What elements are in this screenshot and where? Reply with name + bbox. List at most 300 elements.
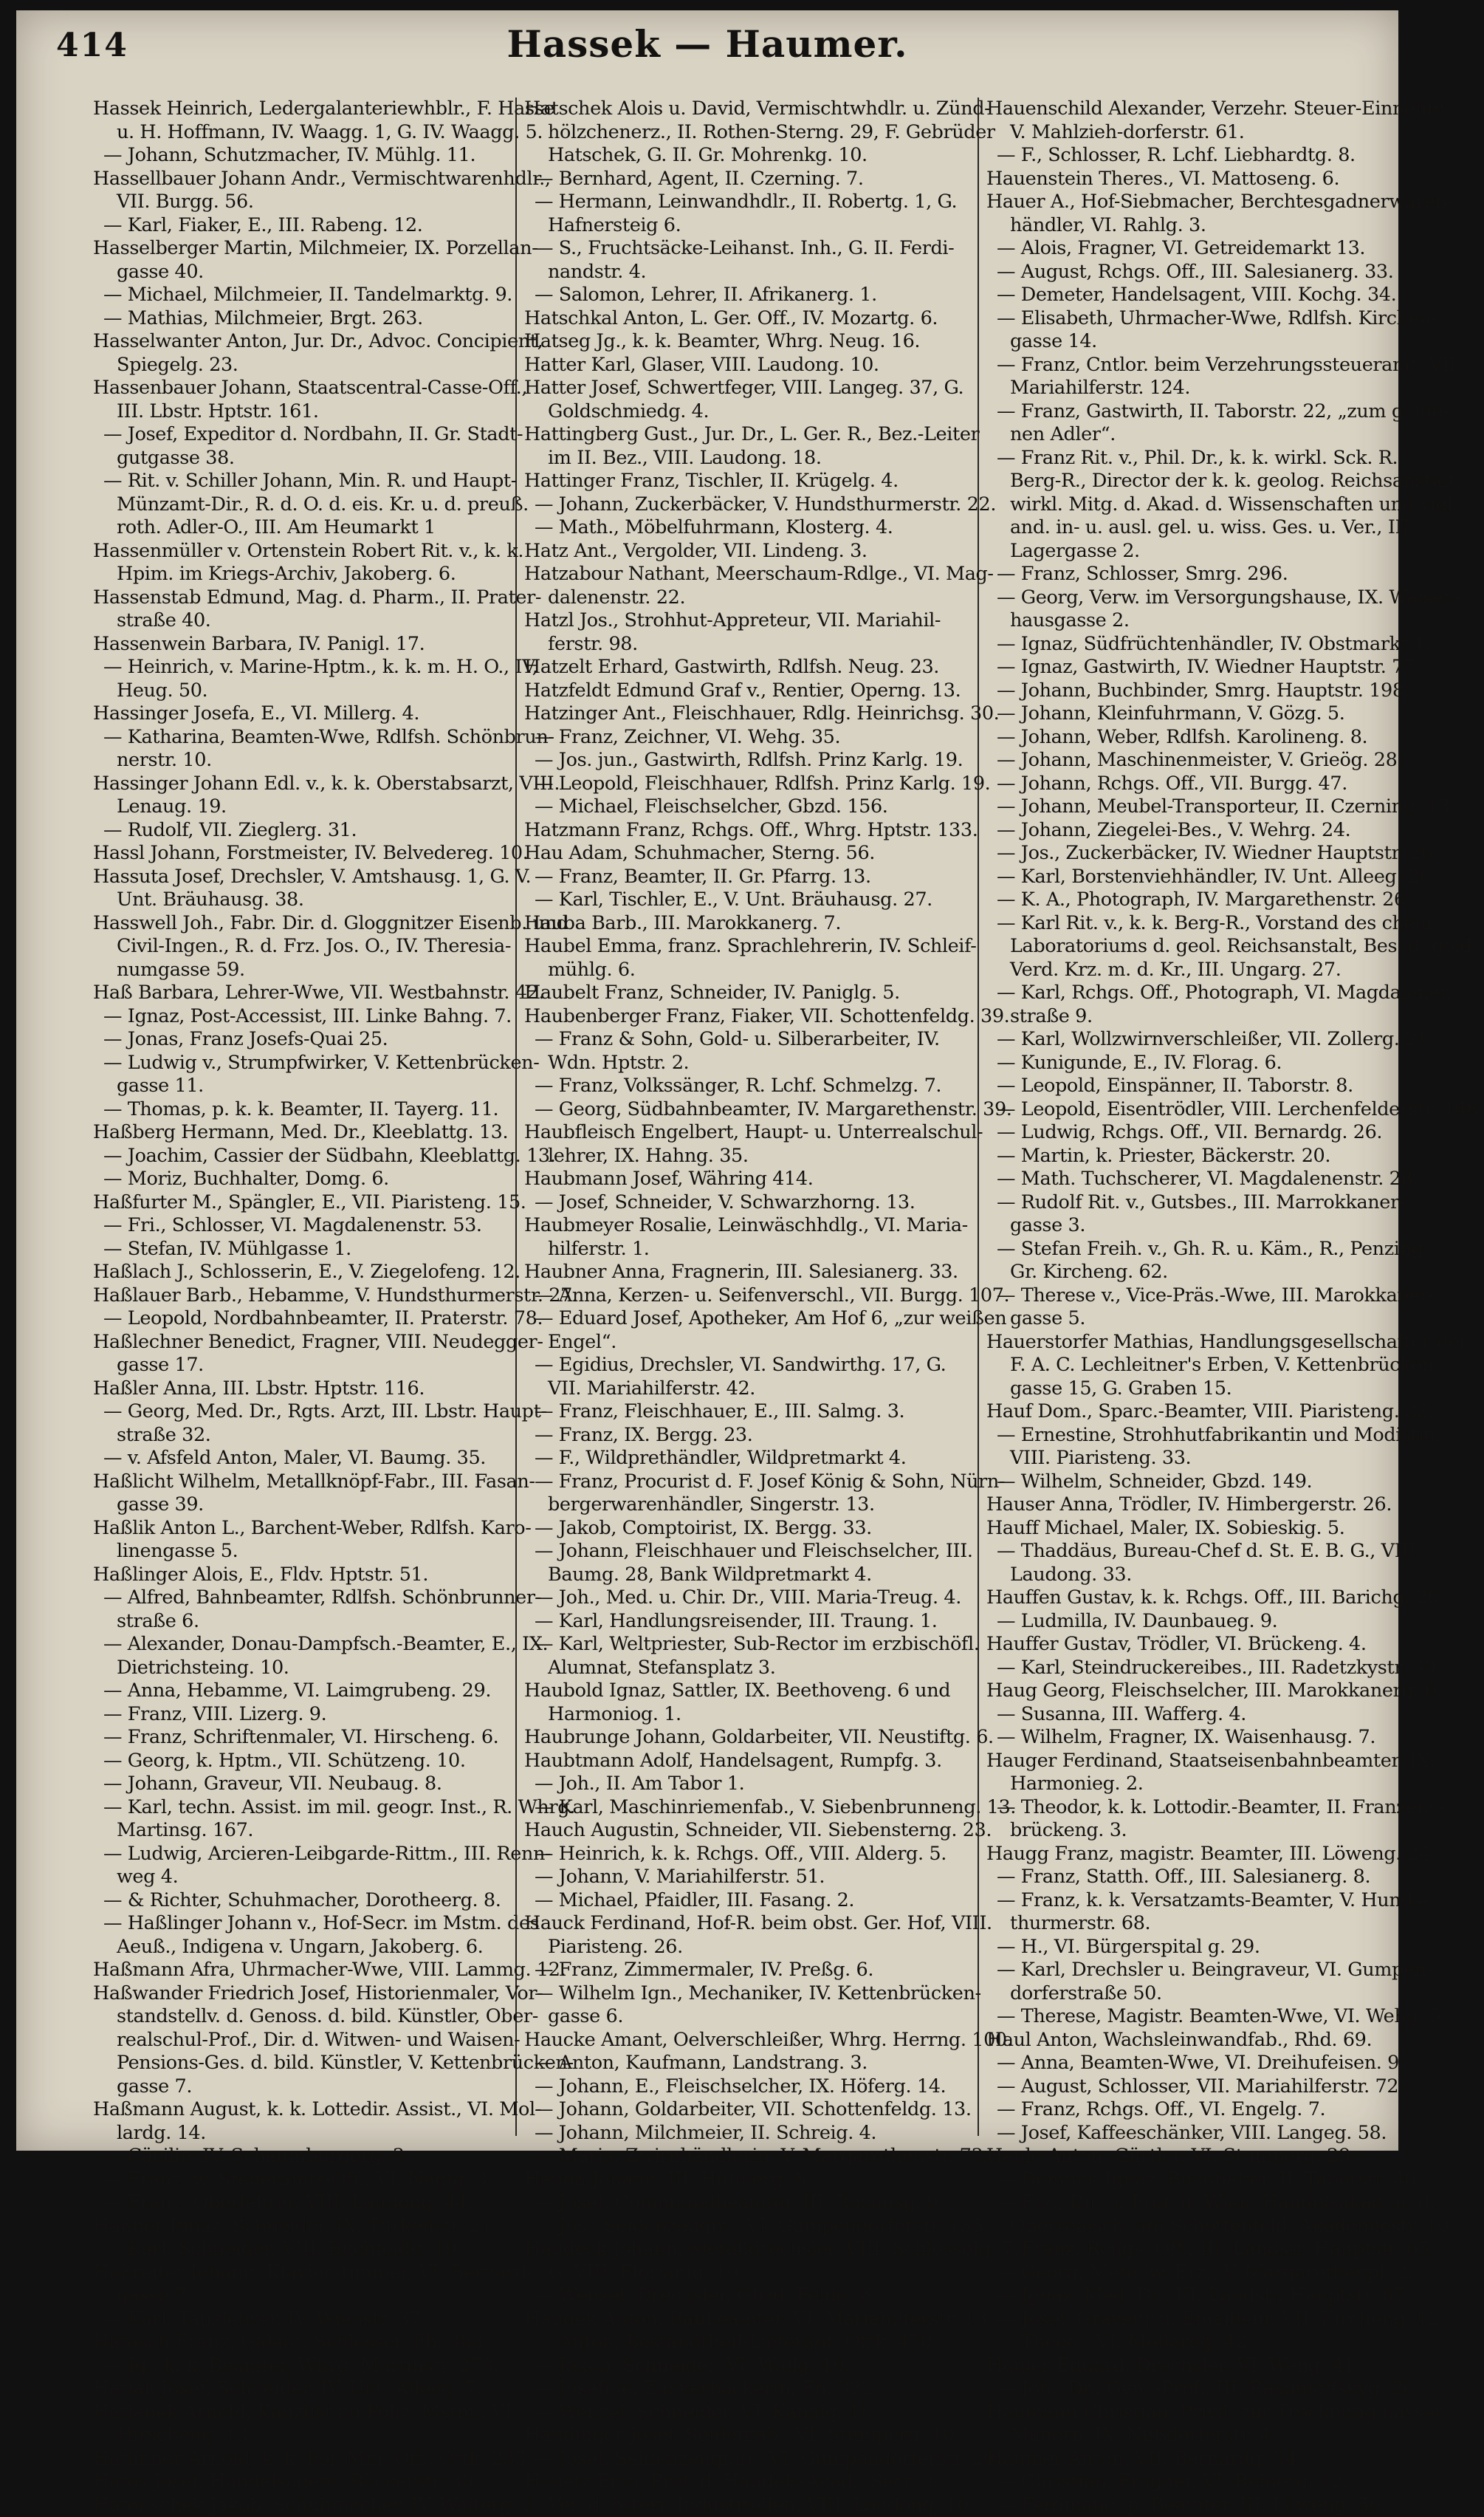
directory-subentry: — Karl, Tanzlehrer, IV. Wienstr. 37. bbox=[93, 2308, 506, 2332]
directory-subentry: — Ernestine, Strohhutfabrikantin und Modistin, bbox=[986, 1424, 1400, 1448]
directory-subentry: — Joh., II. Am Tabor 1. bbox=[524, 1773, 969, 1796]
directory-subentry: — Alfred, Bahnbeamter, Rdlfsh. Schönbrunner- bbox=[93, 1586, 506, 1610]
directory-entry: Hatos Josef, Handelsagent, Bäckerstr. 30. bbox=[93, 2470, 506, 2494]
directory-subentry: — Josef, Schneider, V. Schwarzhorng. 13. bbox=[524, 1191, 969, 1215]
column-middle bbox=[524, 97, 969, 2136]
directory-entry: Hauf Dom., Sparc.-Beamter, VIII. Piaristeng. 33. bbox=[986, 1400, 1400, 1424]
directory-subentry: — Franz, VIII. Lizerg. 9. bbox=[93, 1703, 506, 1727]
directory-entry-continuation: F. A. C. Lechleitner's Erben, V. Kettenbrücken- bbox=[986, 1354, 1400, 1377]
directory-entry-continuation: Harmonieg. 2. bbox=[986, 1773, 1400, 1796]
directory-subentry: — Joh., Med. u. Chir. Dr., VIII. Maria-Treug. 4. bbox=[524, 1586, 969, 1610]
directory-subentry: — Franz, Fleischhauer, E., III. Salmg. 3. bbox=[524, 1400, 969, 1424]
directory-subentry: — Josefine, Zuckerbäckerin, Fh. 322. bbox=[524, 2377, 969, 2401]
directory-entry-continuation: Civil-Ingen., R. d. Frz. Jos. O., IV. Theresia- bbox=[93, 935, 506, 959]
directory-entry-continuation: gasse 14. bbox=[986, 330, 1400, 354]
directory-entry: Hauff Michael, Maler, IX. Sobieskig. 5. bbox=[986, 1517, 1400, 1541]
directory-entry: Hassl Johann, Forstmeister, IV. Belvedereg. 10. bbox=[93, 842, 506, 866]
directory-entry-continuation: Hafnersteig 6. bbox=[524, 214, 969, 238]
directory-subentry: — Salomon, Lehrer, II. Afrikanerg. 1. bbox=[524, 284, 969, 307]
directory-subentry: — Johann, Fleischhauer und Fleischselcher, III. bbox=[524, 1540, 969, 1564]
directory-entry: Haubner Anna, Fragnerin, III. Salesianerg. 33. bbox=[524, 1261, 969, 1284]
directory-subentry: — Josef, Communalbeamter, III. Rochusg. 9. bbox=[524, 2191, 969, 2215]
directory-subentry: — Franz, IX. Bergg. 23. bbox=[524, 1424, 969, 1448]
directory-subentry: — Anna, Beamten-Wwe, VI. Dreihufeisen. 9. bbox=[986, 2052, 1400, 2075]
directory-entry-continuation: gasse 15, G. Graben 15. bbox=[986, 1377, 1400, 1401]
directory-subentry: — Heinrich, v. Marine-Hptm., k. k. m. H. O., IV, bbox=[93, 656, 506, 679]
directory-entry: Hatzfeldt Edmund Graf v., Rentier, Operng. 13. bbox=[524, 679, 969, 703]
directory-subentry: — Leopold, Einspänner, II. Taborstr. 8. bbox=[986, 1075, 1400, 1098]
directory-subentry: — Alexander, Donau-Dampfsch.-Beamter, E., IX. bbox=[93, 1633, 506, 1657]
directory-entry-continuation: Spiegelg. 23. bbox=[93, 354, 506, 377]
directory-entry: Hatter Karl, Glaser, VIII. Laudong. 10. bbox=[524, 354, 969, 377]
directory-entry: Haß Barbara, Lehrer-Wwe, VII. Westbahnstr. 42. bbox=[93, 982, 506, 1005]
directory-subentry: — Ignaz, Med. Dr., III. Landstr. Hauptstr. 67. bbox=[986, 2284, 1400, 2308]
directory-entry-continuation: Baumg. 28, Bank Wildpretmarkt 4. bbox=[524, 1564, 969, 1587]
directory-entry-continuation: numgasse 59. bbox=[93, 959, 506, 982]
directory-entry-continuation: händler, VI. Rahlg. 3. bbox=[986, 214, 1400, 238]
directory-entry: Hatzelt Erhard, Gastwirth, Rdlfsh. Neug. 23. bbox=[524, 656, 969, 679]
directory-subentry: — Jakob, Comptoirist, IX. Bergg. 33. bbox=[524, 1517, 969, 1541]
directory-entry-continuation: hilferstr. 1. bbox=[524, 1238, 969, 1261]
directory-entry-continuation: lehrer, IX. Hahng. 35. bbox=[524, 1145, 969, 1168]
directory-subentry: — Karl, Maschinriemenfab., V. Siebenbrunneng. 13. bbox=[524, 1796, 969, 1820]
directory-subentry: — Franz Rit. v., Phil. Dr., k. k. wirkl. Sck. R., bbox=[986, 447, 1400, 470]
directory-subentry: — Wenzel, Schneider, VI. Kanalg. 16. bbox=[524, 2401, 969, 2425]
directory-entry-continuation: and. in- u. ausl. gel. u. wiss. Ges. u. Ver., III. bbox=[986, 516, 1400, 540]
directory-subentry: — Frz., Dir. u. Prof. d. Wien. Handelsakad. u. d. bbox=[986, 2191, 1400, 2215]
directory-subentry: — Georg, Med. Dr., Rgts. Arzt, III. Lbstr. Haupt- bbox=[93, 1400, 506, 1424]
directory-entry-continuation: Martinsg. 167. bbox=[93, 1819, 506, 1843]
directory-subentry: — Rit. v. Schiller Johann, Min. R. und Haupt- bbox=[93, 470, 506, 493]
directory-entry-continuation: mühlg. 6. bbox=[524, 959, 969, 982]
directory-subentry: — Wilhelm Ign., Mechaniker, IV. Kettenbrücken- bbox=[524, 1982, 969, 2006]
directory-entry: Hatlinner Arnold, k. k. Pol. Min. Off., Ottk. 233. bbox=[93, 2448, 506, 2471]
directory-entry-continuation: Ver. d. österr. Industriellen, VIII. Laudong. 10. bbox=[524, 2494, 969, 2517]
directory-subentry: — Franz, Gastwirth, II. Taborstr. 22, „zum golde- bbox=[986, 400, 1400, 424]
directory-subentry: — Theodor, k. k. Lottodir.-Beamter, II. Franzens- bbox=[986, 1796, 1400, 1820]
directory-entry: Haucke Amant, Oelverschleißer, Whrg. Herrng. 100. bbox=[524, 2029, 969, 2052]
page-header bbox=[16, 19, 1398, 71]
directory-subentry: — Franz, Cntlor. beim Verzehrungssteueramt, VII. bbox=[986, 354, 1400, 377]
directory-subentry: — Leopold, Nordbahnbeamter, II. Praterstr. 78. bbox=[93, 1307, 506, 1331]
directory-subentry: — Johann, Weber, Rdlfsh. Karolineng. 8. bbox=[986, 726, 1400, 750]
directory-entry-continuation: gasse 17. bbox=[93, 1354, 506, 1377]
directory-subentry: — Mathias, Milchmeier, Brgt. 263. bbox=[93, 307, 506, 331]
directory-entry-continuation: dalenenstr. 22. bbox=[524, 586, 969, 610]
directory-subentry: — Karl, techn. Assist. im mil. geogr. Inst., R. Whrg. bbox=[93, 1796, 506, 1820]
directory-subentry: — Karl, Borstenviehhändler, IV. Unt. Alleeg. 26. bbox=[986, 866, 1400, 889]
directory-entry-continuation: Wdn. Hptstr. 2. bbox=[524, 1052, 969, 1075]
directory-entry: Hatonschek Jakob, Schuhmacher, IV. Walterg. 3. bbox=[93, 2494, 506, 2517]
directory-subentry: — Karl Rit. v., k. k. Berg-R., Vorstand des chem. bbox=[986, 912, 1400, 936]
directory-subentry: — Ferdinand, p. Beamter, III. Löweng. 50. bbox=[986, 2494, 1400, 2517]
directory-subentry: — Cäcilie, IV. Schaumburgerg. 3. bbox=[93, 2145, 506, 2168]
directory-entry-continuation: Hpim. im Kriegs-Archiv, Jakoberg. 6. bbox=[93, 563, 506, 586]
directory-subentry: — Dominik Ignaz, Buchhalter, II. Taborstr. 46. bbox=[986, 2168, 1400, 2192]
directory-entry-continuation: Engel“. bbox=[524, 1331, 969, 1355]
directory-subentry: — Ignaz, Gastwirth, IV. Wiedner Hauptstr. 77. bbox=[986, 656, 1400, 679]
directory-entry: Hatschek Alois u. David, Vermischtwhdlr. u. Zünd- bbox=[524, 97, 969, 121]
directory-subentry: — Katharina, Beamten-Wwe, Rdlfsh. Schönbrun- bbox=[93, 726, 506, 750]
directory-entry-continuation: Heug. 50. bbox=[93, 679, 506, 703]
directory-subentry: — Franz, Procurist d. F. Josef König & Sohn, Nürn- bbox=[524, 1470, 969, 1494]
directory-entry: Hatlanek Arnold, Kanzlist im Poliz. Mstm., VI. bbox=[93, 2401, 506, 2425]
directory-subentry: — Michael, Milchmeier, II. Tandelmarktg. 9. bbox=[93, 284, 506, 307]
directory-entry-continuation: Dietrichsteing. 10. bbox=[93, 1657, 506, 1680]
directory-entry-continuation: nerstr. 10. bbox=[93, 749, 506, 773]
directory-entry-continuation: gasse 3. bbox=[986, 1214, 1400, 1238]
directory-entry-continuation: straße 40. bbox=[93, 609, 506, 633]
directory-entry-continuation: roth. Adler-O., III. Am Heumarkt 1 bbox=[93, 516, 506, 540]
page-number: 414 bbox=[56, 27, 128, 64]
directory-subentry: — v. Afsfeld Anton, Maler, VI. Baumg. 35. bbox=[93, 1447, 506, 1470]
directory-columns bbox=[16, 97, 1398, 2136]
directory-subentry: — Ludmilla, IV. Daunbaueg. 9. bbox=[986, 1610, 1400, 1634]
column-right bbox=[986, 97, 1400, 2136]
directory-entry: Hatzinger Ant., Fleischhauer, Rdlg. Heinrichsg. 30. bbox=[524, 702, 969, 726]
directory-entry: Haumer Anton, VII. Bernardg. 34. bbox=[986, 2448, 1400, 2471]
directory-page bbox=[16, 10, 1398, 2151]
directory-entry: Haule Anton, Gürtler, VI. Stumperg. 29. bbox=[986, 2145, 1400, 2168]
directory-entry: Haumann Christian, Privil. zur Trocknung nasser bbox=[986, 2401, 1400, 2425]
directory-entry: Hatzabour Nathant, Meerschaum-Rdlge., VI. Mag- bbox=[524, 563, 969, 586]
directory-entry-continuation: Hirscheng. 13. bbox=[93, 2424, 506, 2448]
directory-entry: Hatzl Jos., Strohhut-Appreteur, VII. Mariahil- bbox=[524, 609, 969, 633]
directory-entry: Haugg Franz, magistr. Beamter, III. Löweng. 24. bbox=[986, 1843, 1400, 1866]
directory-subentry: — Leopold, Fleischhauer, Rdlfsh. Prinz Karlg. 19. bbox=[524, 773, 969, 796]
directory-subentry: — Karl, Schneider, VIII. Buchfeldg. 19. bbox=[93, 2238, 506, 2261]
directory-subentry: — K. A., Photograph, IV. Margarethenstr. 26. bbox=[986, 888, 1400, 912]
directory-entry: Haubtmann Adolf, Handelsagent, Rumpfg. 3. bbox=[524, 1750, 969, 1773]
directory-subentry: — Anton, Bestandtheil-Lieferant, Ottk. 470. bbox=[524, 2331, 969, 2355]
directory-entry: Haßreiter Johann, Klavierstimmer, VI. Bernard- bbox=[93, 2261, 506, 2285]
directory-subentry: — Karl, Weltpriester, Sub-Rector im erzbischöfl. bbox=[524, 1633, 969, 1657]
running-head: Hassek — Haumer. bbox=[16, 22, 1398, 66]
directory-entry-continuation: hausgasse 2. bbox=[986, 609, 1400, 633]
directory-subentry: — Johann, Ziegelei-Bes., V. Wehrg. 24. bbox=[986, 819, 1400, 843]
directory-subentry: — Demeter, Handelsagent, VIII. Kochg. 34. bbox=[986, 284, 1400, 307]
directory-entry: Hauch Augustin, Schneider, VII. Siebensterng. 23. bbox=[524, 1819, 969, 1843]
directory-entry: Hattinger Franz, Tischler, II. Krügelg. 4. bbox=[524, 470, 969, 493]
directory-subentry: — Fri., Schlosser, VI. Magdalenenstr. 53. bbox=[93, 1214, 506, 1238]
directory-subentry: — Franz, Oberlehrer, VIII. Laudong. 44. bbox=[93, 2191, 506, 2215]
directory-entry-continuation: nandstr. 4. bbox=[524, 261, 969, 284]
directory-subentry: — Therese v., Vice-Präs.-Wwe, III. Marokkaner- bbox=[986, 1284, 1400, 1308]
directory-entry: Haubfleisch Engelbert, Haupt- u. Unterrealschul- bbox=[524, 1121, 969, 1145]
directory-entry-continuation: straße 6. bbox=[93, 1610, 506, 1634]
directory-subentry: — F., Schlosser, R. Lchf. Liebhardtg. 8. bbox=[986, 144, 1400, 168]
directory-subentry: — Anna, Hebamme, VI. Laimgrubeng. 29. bbox=[93, 1679, 506, 1703]
directory-entry-continuation: gasse 7. bbox=[93, 2075, 506, 2099]
directory-subentry: — Franz, w. Steueramts-Off., VI. Naglg. 3. bbox=[93, 2168, 506, 2192]
directory-entry-continuation: Aeuß., Indigena v. Ungarn, Jakoberg. 6. bbox=[93, 1936, 506, 1959]
directory-entry: Hatasch Franz, Galant. Schlosser, Fh. 383. bbox=[93, 2331, 506, 2355]
directory-subentry: — Eduard Josef, Apotheker, Am Hof 6, „zur weißen bbox=[524, 1307, 969, 1331]
directory-entry-continuation: Berg-R., Director der k. k. geolog. Reichsanstalt, bbox=[986, 470, 1400, 493]
directory-entry-continuation: ferstr. 98. bbox=[524, 633, 969, 657]
directory-entry: Hauenschild Alexander, Verzehr. Steuer-Einnehm., bbox=[986, 97, 1400, 121]
directory-subentry: — S., Fruchtsäcke-Leihanst. Inh., G. II. Ferdi- bbox=[524, 237, 969, 261]
directory-subentry: — Stefan Freih. v., Gh. R. u. Käm., R., Penzing bbox=[986, 1238, 1400, 1261]
directory-entry: Hassenmüller v. Ortenstein Robert Rit. v., k. k. bbox=[93, 540, 506, 564]
directory-entry: Haubel Emma, franz. Sprachlehrerin, IV. Schleif- bbox=[524, 935, 969, 959]
directory-subentry: — Johann, Zuckerbäcker, V. Hundsthurmerstr. 22. bbox=[524, 493, 969, 517]
directory-subentry: — Kunigunde, E., IV. Florag. 6. bbox=[986, 1052, 1400, 1075]
directory-entry: Hauda Johann, III. Hühnerg. 8. bbox=[524, 2168, 969, 2192]
directory-entry: Haubmann Josef, Währing 414. bbox=[524, 1168, 969, 1191]
directory-entry-continuation: Oberrealsch. am Schottenfeld, Akademiestr. 10. bbox=[986, 2215, 1400, 2239]
directory-subentry: — & Richter, Schuhmacher, Dorotheerg. 8. bbox=[93, 1889, 506, 1913]
directory-subentry: — Joachim, Cassier der Südbahn, Kleeblattg. 13. bbox=[93, 1145, 506, 1168]
directory-entry: Haug Georg, Fleischselcher, III. Marokkanerg. 6. bbox=[986, 1679, 1400, 1703]
directory-entry: Haßlach J., Schlosserin, E., V. Ziegelofeng. 12. bbox=[93, 1261, 506, 1284]
directory-subentry: — Johann, E., Fleischselcher, IX. Höferg. 14. bbox=[524, 2075, 969, 2099]
directory-entry-continuation: Mauern, IX. Nußdorferstr. 4. bbox=[986, 2424, 1400, 2448]
directory-entry-continuation: gasse 11. bbox=[93, 1075, 506, 1098]
directory-entry-continuation: weg 4. bbox=[93, 1866, 506, 1889]
directory-subentry: — Franz, Volkssänger, R. Lchf. Schmelzg. 7. bbox=[524, 1075, 969, 1098]
directory-entry: Hasselberger Martin, Milchmeier, IX. Porzellan- bbox=[93, 237, 506, 261]
directory-subentry: — Moriz, Buchhalter, Domg. 6. bbox=[93, 1168, 506, 1191]
directory-entry-continuation: standstellv. d. Genoss. d. bild. Künstler, Ober- bbox=[93, 2005, 506, 2029]
directory-subentry: — Josef, Seidenzeugfab., VI. Gumpendorferstr. 20. bbox=[524, 2448, 969, 2471]
directory-entry-continuation: VIII. Piaristeng. 33. bbox=[986, 1447, 1400, 1470]
directory-subentry: — Karl, Fiaker, E., III. Rabeng. 12. bbox=[93, 214, 506, 238]
directory-subentry: — Franz, Rchgs. Off., VI. Engelg. 7. bbox=[986, 2098, 1400, 2122]
directory-entry-continuation: im II. Bez., VIII. Laudong. 18. bbox=[524, 447, 969, 470]
directory-subentry: — Anna, Kerzen- u. Seifenverschl., VII. Burgg. 107. bbox=[524, 1284, 969, 1308]
directory-subentry: — Anton, Kaufmann, Landstrang. 3. bbox=[524, 2052, 969, 2075]
directory-subentry: — Johann, Maschinenmeister, V. Grieög. 28. bbox=[986, 749, 1400, 773]
directory-entry-continuation: lardg. 14. bbox=[93, 2122, 506, 2146]
directory-entry: Haßlicht Wilhelm, Metallknöpf-Fabr., III. Fasan- bbox=[93, 1470, 506, 1494]
column-left bbox=[93, 97, 506, 2136]
directory-subentry: — Leopold, Eisentrödler, VIII. Lerchenfelderstr. 148. bbox=[986, 1098, 1400, 1122]
directory-subentry: — Susanna, III. Wafferg. 4. bbox=[986, 1703, 1400, 1727]
directory-subentry: — Georg, Verw. im Versorgungshause, IX. Waisen- bbox=[986, 586, 1400, 610]
directory-subentry: — Ignaz, Südfrüchtenhändler, IV. Obstmarkt 1. bbox=[986, 633, 1400, 657]
directory-entry-continuation: u. H. Hoffmann, IV. Waagg. 1, G. IV. Waagg. 5. bbox=[93, 121, 506, 145]
directory-entry: Haudeck Johann, Metalldrechsler, VIII. Schlösselg. 7, bbox=[524, 2238, 969, 2261]
directory-entry: Haßner Ignaz, Schneider, IX. Türkenstr. 21. bbox=[93, 2215, 506, 2239]
directory-entry: Hassuta Josef, Drechsler, V. Amtshausg. 1, G. V. bbox=[93, 866, 506, 889]
directory-entry: Haßlinger Alois, E., Fldv. Hptstr. 51. bbox=[93, 1564, 506, 1587]
directory-entry-continuation: gasse 6. bbox=[524, 2005, 969, 2029]
directory-subentry: — Georg, Südbahnbeamter, IV. Margarethenstr. 39. bbox=[524, 1098, 969, 1122]
directory-entry: Hatzmann Franz, Rchgs. Off., Whrg. Hptstr. 133. bbox=[524, 819, 969, 843]
directory-entry: Hatz Ant., Vergolder, VII. Lindeng. 3. bbox=[524, 540, 969, 564]
directory-entry: Hauck Ferdinand, Hof-R. beim obst. Ger. Hof, VIII. bbox=[524, 1912, 969, 1936]
directory-subentry: — Michael, Pfaidler, III. Fasang. 2. bbox=[524, 1889, 969, 1913]
directory-entry: Haubenberger Franz, Fiaker, VII. Schottenfeldg. 39. bbox=[524, 1005, 969, 1029]
directory-entry-continuation: V. Mahlzieh-dorferstr. 61. bbox=[986, 121, 1400, 145]
directory-entry: Hasselwanter Anton, Jur. Dr., Advoc. Concipient, bbox=[93, 330, 506, 354]
directory-entry: Hatseg Jg., k. k. Beamter, Whrg. Neug. 16. bbox=[524, 330, 969, 354]
directory-entry: Hauger Ferdinand, Staatseisenbahnbeamter, IX. bbox=[986, 1750, 1400, 1773]
directory-entry: Hassek Heinrich, Ledergalanteriewhblr., F. Hasse bbox=[93, 97, 506, 121]
directory-entry-continuation: Lagergasse 2. bbox=[986, 540, 1400, 564]
directory-subentry: — Franz, Zeichner, VI. Wehg. 35. bbox=[524, 726, 969, 750]
directory-subentry: — Franz, Zimmermaler, IV. Preßg. 6. bbox=[524, 1959, 969, 1982]
directory-entry: Hassinger Johann Edl. v., k. k. Oberstabsarzt, VIII. bbox=[93, 773, 506, 796]
directory-subentry: — Jonas, Franz Josefs-Quai 25. bbox=[93, 1028, 506, 1052]
directory-entry-continuation: straße 9. bbox=[986, 1005, 1400, 1029]
directory-entry-continuation: III. Lbstr. Hptstr. 161. bbox=[93, 400, 506, 424]
directory-entry: Hauffer Gustav, Trödler, VI. Brückeng. 4. bbox=[986, 1633, 1400, 1657]
directory-entry-continuation: VII. Mariahilferstr. 42. bbox=[524, 1377, 969, 1401]
directory-subentry: — Johann, Meubel-Transporteur, II. Czerning. 13. bbox=[986, 795, 1400, 819]
directory-entry: Haubelt Franz, Schneider, IV. Paniglg. 5. bbox=[524, 982, 969, 1005]
directory-entry: Hattingberg Gust., Jur. Dr., L. Ger. R., Bez.-Leiter bbox=[524, 423, 969, 447]
directory-entry: Haßmann August, k. k. Lottedir. Assist., VI. Mol- bbox=[93, 2098, 506, 2122]
directory-subentry: — Franz, Rchgs. Off., III. Landstr. Hauptstr. 65. bbox=[986, 2238, 1400, 2261]
directory-entry-continuation: Mariahilferstr. 124. bbox=[986, 377, 1400, 400]
directory-entry: Hassinger Josefa, E., VI. Millerg. 4. bbox=[93, 702, 506, 726]
directory-subentry: — Rudolf Rit. v., Gutsbes., III. Marrokkaner- bbox=[986, 1191, 1400, 1215]
directory-entry: Hatlak Josef, Schneider, IV. Unt. Alleeg. 7. bbox=[93, 2377, 506, 2401]
directory-entry-continuation: gutgasse 38. bbox=[93, 447, 506, 470]
directory-entry-continuation: Münzamt-Dir., R. d. O. d. eis. Kr. u. d. preuß. bbox=[93, 493, 506, 517]
directory-entry-continuation: Piaristeng. 26. bbox=[524, 1936, 969, 1959]
directory-subentry: — Maria, Zwirnhändlerin, V. Margarethenstr. 73. bbox=[524, 2145, 969, 2168]
directory-entry: Haßler Anna, III. Lbstr. Hptstr. 116. bbox=[93, 1377, 506, 1401]
directory-subentry: — Martin, k. Priester, Bäckerstr. 20. bbox=[986, 1145, 1400, 1168]
directory-entry: Haubold Ignaz, Sattler, IX. Beethoveng. 6 und bbox=[524, 1679, 969, 1703]
directory-entry: Haubmeyer Rosalie, Leinwäschhdlg., VI. Maria- bbox=[524, 1214, 969, 1238]
directory-subentry: — Heinrich, k. k. Rchgs. Off., VIII. Alderg. 5. bbox=[524, 1843, 969, 1866]
directory-subentry: — Franz, k. k. Versatzamts-Beamter, V. Hunds- bbox=[986, 1889, 1400, 1913]
directory-subentry: — Georg, Metallw.-Erz., V. Margarethenpl. 2. bbox=[986, 2261, 1400, 2285]
directory-subentry: — Haßlinger Johann v., Hof-Secr. im Mstm. des bbox=[93, 1912, 506, 1936]
directory-subentry: — Egidius, Drechsler, VI. Sandwirthg. 17, G. bbox=[524, 1354, 969, 1377]
directory-entry-continuation: Goldschmiedg. 4. bbox=[524, 400, 969, 424]
directory-entry: Hau Adam, Schuhmacher, Sterng. 56. bbox=[524, 842, 969, 866]
directory-entry-continuation: straße 32. bbox=[93, 1424, 506, 1448]
directory-subentry: — Johann, V. Mariahilferstr. 51. bbox=[524, 1866, 969, 1889]
directory-entry: Hauba Barb., III. Marokkanerg. 7. bbox=[524, 912, 969, 936]
directory-entry-continuation: linengasse 5. bbox=[93, 1540, 506, 1564]
directory-entry-continuation: G. VIII. Florianig. 10. bbox=[524, 2261, 969, 2285]
directory-entry: Hatschkal Anton, L. Ger. Off., IV. Mozartg. 6. bbox=[524, 307, 969, 331]
directory-entry-continuation: thurmerstr. 68. bbox=[986, 1912, 1400, 1936]
directory-entry-continuation: gasse 40. bbox=[93, 261, 506, 284]
directory-subentry: — Rudolf, VII. Zieglerg. 31. bbox=[93, 819, 506, 843]
directory-entry-continuation: hölzchenerz., II. Rothen-Sterng. 29, F. Gebrüder bbox=[524, 121, 969, 145]
directory-entry-continuation: Lenaug. 19. bbox=[93, 795, 506, 819]
directory-entry-continuation: Hatschek, G. II. Gr. Mohrenkg. 10. bbox=[524, 144, 969, 168]
directory-subentry: — Joh., Dr., Gym.-Prof., III. Rasumoffskyg. 20. bbox=[986, 2377, 1400, 2401]
directory-subentry: — Jakob, Schneider, VI. Wallg. 19. bbox=[524, 2355, 969, 2378]
directory-entry: Hauenstein Theres., VI. Mattoseng. 6. bbox=[986, 168, 1400, 191]
directory-entry: Haudinger Josef, Seidenfab., VI. Stumperg. 10. bbox=[524, 2424, 969, 2448]
directory-subentry: — Karl, Tischler, E., V. Unt. Bräuhausg. 27. bbox=[524, 888, 969, 912]
directory-subentry: — Karl, Rchgs. Off., Photograph, VI. Magdalenen- bbox=[986, 982, 1400, 1005]
directory-subentry: — Wilhelm, Schneider, Gbzd. 149. bbox=[986, 1470, 1400, 1494]
directory-entry: Haßfurter M., Spängler, E., VII. Piaristeng. 15. bbox=[93, 1191, 506, 1215]
directory-subentry: — Elisabeth, Uhrmacher-Wwe, Rdlfsh. Kirchen- bbox=[986, 307, 1400, 331]
directory-entry: Haubrunge Johann, Goldarbeiter, VII. Neustiftg. 6. bbox=[524, 1726, 969, 1750]
directory-entry-continuation: gasse 7. bbox=[93, 2284, 506, 2308]
directory-subentry: — Ludwig, Arcieren-Leibgarde-Rittm., III. Renn- bbox=[93, 1843, 506, 1866]
directory-subentry: — Wenzel, Drechsler, Gbzd. Feldg. 6. bbox=[524, 2284, 969, 2308]
directory-subentry: — Theod., VI. Mollardg. 42. bbox=[986, 2331, 1400, 2355]
directory-entry-continuation: wirkl. Mitg. d. Akad. d. Wissenschaften und viel. bbox=[986, 493, 1400, 517]
directory-subentry: — Georg, k. Hptm., VII. Schützeng. 10. bbox=[93, 1750, 506, 1773]
directory-subentry: — F., Wildprethändler, Wildpretmarkt 4. bbox=[524, 1447, 969, 1470]
directory-subentry: — Jos., Zuckerbäcker, IV. Wiedner Hauptstr. 26. bbox=[986, 842, 1400, 866]
directory-subentry: — August, Rchgs. Off., III. Salesianerg. 33. bbox=[986, 261, 1400, 284]
directory-subentry: — Johann, Goldarbeiter, VII. Schottenfeldg. 13. bbox=[524, 2098, 969, 2122]
directory-subentry: — Karl, Handlungsreisender, III. Traung. 1. bbox=[524, 1610, 969, 1634]
directory-entry-continuation: brückeng. 3. bbox=[986, 1819, 1400, 1843]
directory-subentry: — Thaddäus, Bureau-Chef d. St. E. B. G., VIII. bbox=[986, 1540, 1400, 1564]
directory-entry-continuation: bergerwarenhändler, Singerstr. 13. bbox=[524, 1493, 969, 1517]
directory-subentry: — Franz, Schlosser, Smrg. 296. bbox=[986, 563, 1400, 586]
directory-subentry: — Wilhelm, Fragner, IX. Waisenhausg. 7. bbox=[986, 1726, 1400, 1750]
directory-subentry: — Franz, Beamter, II. Gr. Pfarrg. 13. bbox=[524, 866, 969, 889]
directory-subentry: — Josef, Kaffeeschänker, VIII. Langeg. 58. bbox=[986, 2122, 1400, 2146]
directory-entry: Haul Anton, Wachsleinwandfab., Rhd. 69. bbox=[986, 2029, 1400, 2052]
directory-entry-continuation: Unt. Bräuhausg. 38. bbox=[93, 888, 506, 912]
directory-subentry: — Christian, Fragner, VI. Reinerg. 12. bbox=[986, 2470, 1400, 2494]
directory-subentry: — Ignaz, Post-Accessist, III. Linke Bahng. 7. bbox=[93, 1005, 506, 1029]
directory-subentry: — Stefan, IV. Mühlgasse 1. bbox=[93, 1238, 506, 1261]
directory-entry: Haßlik Anton L., Barchent-Weber, Rdlfsh. Karo- bbox=[93, 1517, 506, 1541]
directory-entry: Hauer A., Hof-Siebmacher, Berchtesgadnerwaren- bbox=[986, 191, 1400, 214]
directory-entry: Hauetz Emil, Prof. d. Handels-Akad., Secr. d. bbox=[524, 2470, 969, 2494]
directory-entry: Hatter Josef, Schwertfeger, VIII. Langeg. 37, G. bbox=[524, 377, 969, 400]
directory-entry-continuation: nen Adler“. bbox=[986, 423, 1400, 447]
directory-subentry: — Bernhard, Agent, II. Czerning. 7. bbox=[524, 168, 969, 191]
directory-subentry: — Karl, Wollzwirnverschleißer, VII. Zollerg. 21. bbox=[986, 1028, 1400, 1052]
directory-subentry: — Josef, Expeditor d. Nordbahn, II. Gr. Stadt- bbox=[93, 423, 506, 447]
directory-entry: Haßlechner Benedict, Fragner, VIII. Neudegger- bbox=[93, 1331, 506, 1355]
directory-subentry: — Josef, Graveur u. Emailleur, VII. Kircheng. 12. bbox=[986, 2308, 1400, 2332]
directory-entry: Hassenstab Edmund, Mag. d. Pharm., II. Prater- bbox=[93, 586, 506, 610]
directory-subentry: — Johann, Schutzmacher, IV. Mühlg. 11. bbox=[93, 144, 506, 168]
directory-subentry: — Franz & Sohn, Gold- u. Silberarbeiter, IV. bbox=[524, 1028, 969, 1052]
directory-entry: Hauffen Gustav, k. k. Rchgs. Off., III. Barichg. 20. bbox=[986, 1586, 1400, 1610]
directory-subentry: — Johann, Rchgs. Off., VII. Burgg. 47. bbox=[986, 773, 1400, 796]
directory-subentry: — Thomas, p. k. k. Beamter, II. Tayerg. 11. bbox=[93, 1098, 506, 1122]
directory-entry: Hauerstorfer Mathias, Handlungsgesellschafter der bbox=[986, 1331, 1400, 1355]
directory-entry: Haßmann Afra, Uhrmacher-Wwe, VIII. Lammg. 12. bbox=[93, 1959, 506, 1982]
directory-entry-continuation: Verd. Krz. m. d. Kr., III. Ungarg. 27. bbox=[986, 959, 1400, 982]
directory-subentry: — Ludwig, Rchgs. Off., VII. Bernardg. 26. bbox=[986, 1121, 1400, 1145]
directory-entry-continuation: Laudong. 33. bbox=[986, 1564, 1400, 1587]
directory-entry-continuation: dorferstraße 50. bbox=[986, 1982, 1400, 2006]
directory-subentry: — Math. Tuchscherer, VI. Magdalenenstr. 28. bbox=[986, 1168, 1400, 1191]
directory-entry-continuation: gasse 5. bbox=[986, 1307, 1400, 1331]
directory-subentry: — Franz, Schriftenmaler, VI. Hirscheng. 6. bbox=[93, 1726, 506, 1750]
directory-entry-continuation: Alumnat, Stefansplatz 3. bbox=[524, 1657, 969, 1680]
directory-subentry: — H., VI. Bürgerspital g. 29. bbox=[986, 1936, 1400, 1959]
directory-subentry: — Hermann, Leinwandhdlr., II. Robertg. 1, G. bbox=[524, 191, 969, 214]
directory-subentry: — Karl, Drechsler u. Beingraveur, VI. Gumpen- bbox=[986, 1959, 1400, 1982]
directory-entry: Hasswell Joh., Fabr. Dir. d. Gloggnitzer Eisenb. und bbox=[93, 912, 506, 936]
directory-entry: Hassellbauer Johann Andr., Vermischtwarenhdlr., bbox=[93, 168, 506, 191]
directory-subentry: — Ig., k. k. Beamter, Whrg. Martinstr. 273. bbox=[93, 2355, 506, 2378]
directory-entry: Hauser Anna, Trödler, IV. Himbergerstr. 26. bbox=[986, 1493, 1400, 1517]
directory-entry: Haßlauer Barb., Hebamme, V. Hundsthurmerstr. 27. bbox=[93, 1284, 506, 1308]
directory-subentry: — Michael, Fleischselcher, Gbzd. 156. bbox=[524, 795, 969, 819]
directory-entry: Hauler Eduard, Drechsler, VI. Wehg. 41. bbox=[986, 2355, 1400, 2378]
directory-subentry: — Therese, Magistr. Beamten-Wwe, VI. Wehg. 5. bbox=[986, 2005, 1400, 2029]
directory-entry: Haßberg Hermann, Med. Dr., Kleeblattg. 13. bbox=[93, 1121, 506, 1145]
directory-subentry: — Johann, Buchbinder, Smrg. Hauptstr. 198. bbox=[986, 679, 1400, 703]
directory-subentry: — Johann, Milchmeier, II. Schreig. 4. bbox=[524, 2122, 969, 2146]
directory-subentry: — August, Schlosser, VII. Mariahilferstr. 72. bbox=[986, 2075, 1400, 2099]
